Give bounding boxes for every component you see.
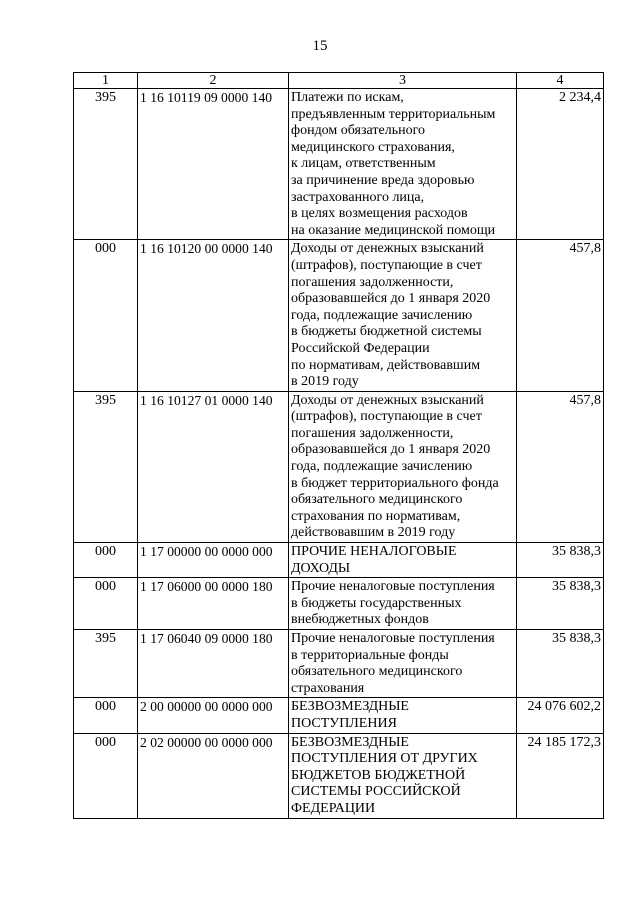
kbk-code-cell: 2 02 00000 00 0000 000 xyxy=(138,733,289,818)
kbk-code-cell: 1 17 06040 09 0000 180 xyxy=(138,630,289,698)
header-col-1: 1 xyxy=(74,73,138,89)
amount-cell: 2 234,4 xyxy=(517,89,604,240)
table-row xyxy=(74,630,604,698)
table-row xyxy=(74,578,604,630)
revenue-name-cell: Доходы от денежных взысканий (штрафов), поступающие в счет погашения задолженности, образовавшейся до 1 января 2020 года, подлежащие зачислению в бюджеты бюджетной системы Российской Федерации по нормативам, действовавшим в 2019 году xyxy=(289,240,517,391)
admin-code-cell: 000 xyxy=(74,733,138,818)
header-col-4: 4 xyxy=(517,73,604,89)
revenue-name-cell: Прочие неналоговые поступления в территориальные фонды обязательного медицинского страхования xyxy=(289,630,517,698)
table-row xyxy=(74,733,604,818)
amount-cell: 35 838,3 xyxy=(517,630,604,698)
table-row xyxy=(74,543,604,578)
revenue-name-cell: БЕЗВОЗМЕЗДНЫЕ ПОСТУПЛЕНИЯ ОТ ДРУГИХ БЮДЖЕТОВ БЮДЖЕТНОЙ СИСТЕМЫ РОССИЙСКОЙ ФЕДЕРАЦИИ xyxy=(289,733,517,818)
amount-cell: 457,8 xyxy=(517,391,604,542)
page-number: 15 xyxy=(312,38,328,54)
admin-code-cell: 000 xyxy=(74,578,138,630)
kbk-code-cell: 1 16 10127 01 0000 140 xyxy=(138,391,289,542)
revenue-name-cell: Прочие неналоговые поступления в бюджеты государственных внебюджетных фондов xyxy=(289,578,517,630)
admin-code-cell: 395 xyxy=(74,391,138,542)
admin-code-cell: 395 xyxy=(74,630,138,698)
amount-cell: 35 838,3 xyxy=(517,543,604,578)
amount-cell: 24 185 172,3 xyxy=(517,733,604,818)
revenue-name-cell: Доходы от денежных взысканий (штрафов), поступающие в счет погашения задолженности, образовавшейся до 1 января 2020 года, подлежащие зачислению в бюджет территориального фонда обязательного медицинского страхования по нормативам, действовавшим в 2019 году xyxy=(289,391,517,542)
kbk-code-cell: 2 00 00000 00 0000 000 xyxy=(138,698,289,733)
table-header-row xyxy=(74,73,604,89)
table-row xyxy=(74,391,604,542)
revenue-name-cell: БЕЗВОЗМЕЗДНЫЕ ПОСТУПЛЕНИЯ xyxy=(289,698,517,733)
admin-code-cell: 000 xyxy=(74,543,138,578)
table-row xyxy=(74,240,604,391)
header-col-3: 3 xyxy=(289,73,517,89)
admin-code-cell: 000 xyxy=(74,240,138,391)
amount-cell: 457,8 xyxy=(517,240,604,391)
admin-code-cell: 000 xyxy=(74,698,138,733)
kbk-code-cell: 1 17 00000 00 0000 000 xyxy=(138,543,289,578)
amount-cell: 24 076 602,2 xyxy=(517,698,604,733)
admin-code-cell: 395 xyxy=(74,89,138,240)
table-row xyxy=(74,89,604,240)
revenue-name-cell: ПРОЧИЕ НЕНАЛОГОВЫЕ ДОХОДЫ xyxy=(289,543,517,578)
revenue-name-cell: Платежи по искам, предъявленным территориальным фондом обязательного медицинского страхования, к лицам, ответственным за причинение вреда здоровью застрахованного лица, в целях возмещения расходов на оказание медицинской помощи xyxy=(289,89,517,240)
amount-cell: 35 838,3 xyxy=(517,578,604,630)
kbk-code-cell: 1 16 10119 09 0000 140 xyxy=(138,89,289,240)
budget-revenue-table xyxy=(73,72,604,819)
kbk-code-cell: 1 16 10120 00 0000 140 xyxy=(138,240,289,391)
header-col-2: 2 xyxy=(138,73,289,89)
table-row xyxy=(74,698,604,733)
kbk-code-cell: 1 17 06000 00 0000 180 xyxy=(138,578,289,630)
